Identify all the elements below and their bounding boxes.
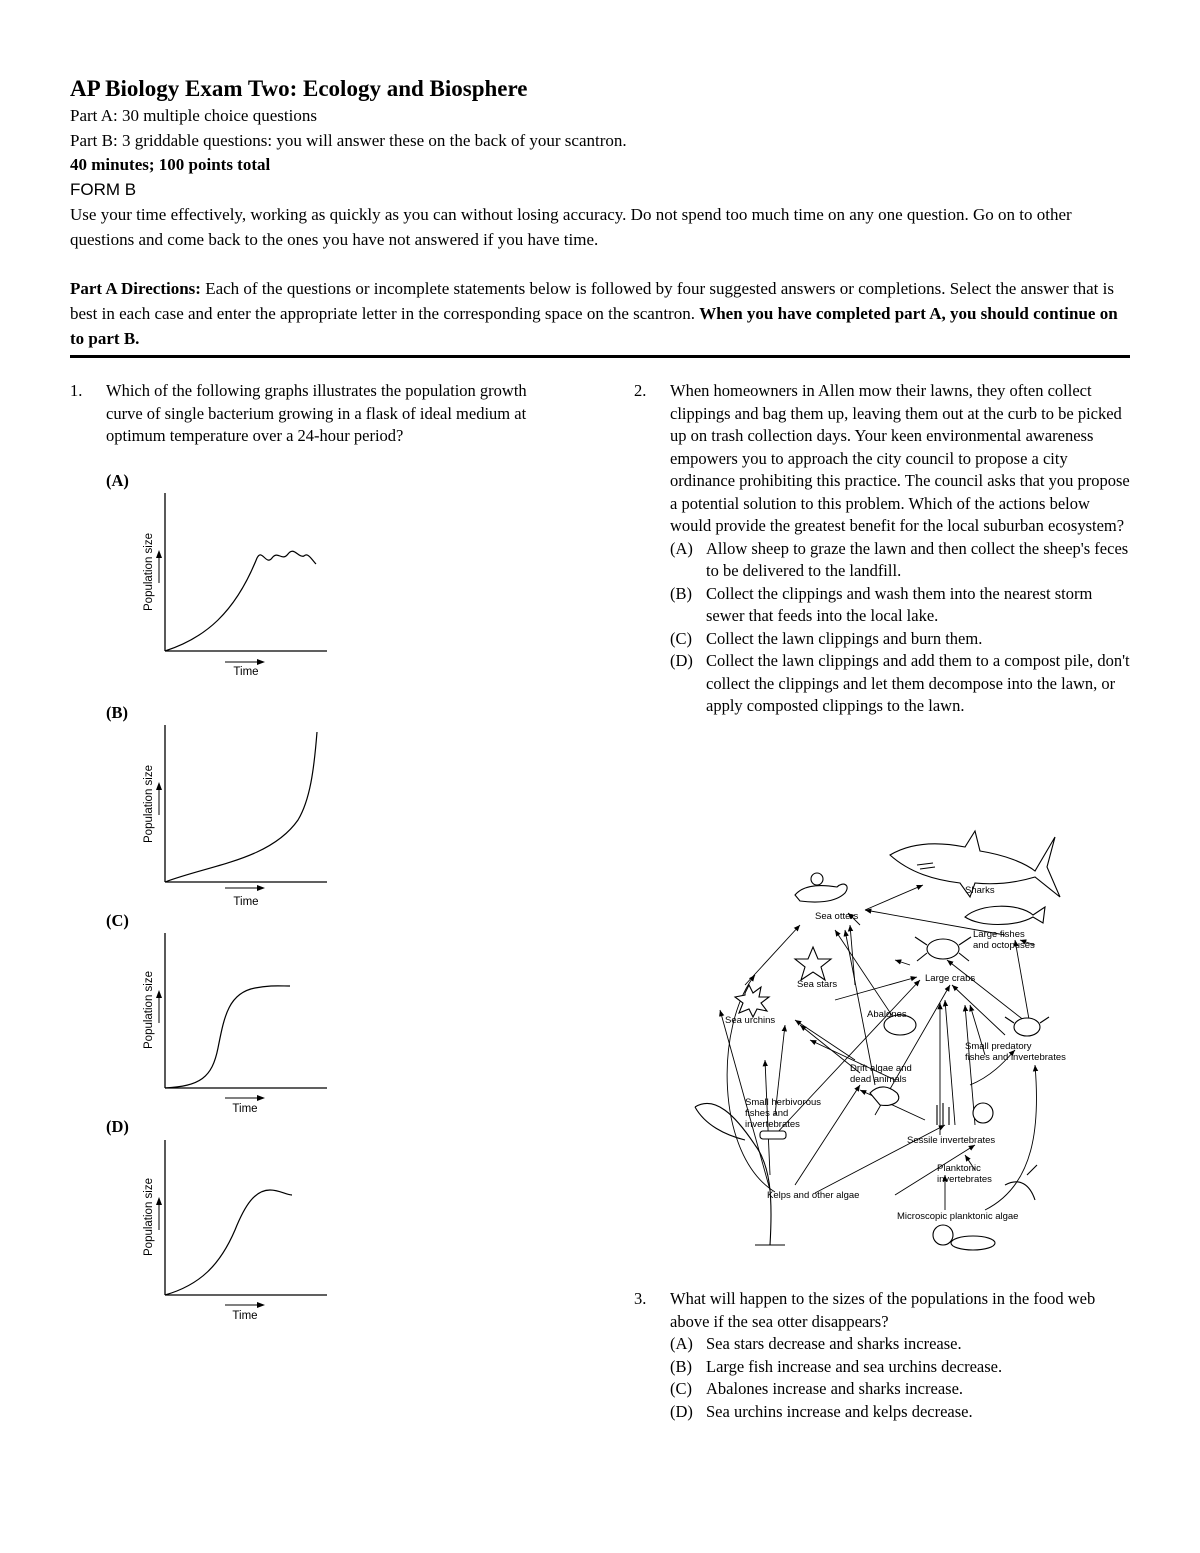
exam-title: AP Biology Exam Two: Ecology and Biosphere	[70, 76, 528, 101]
question-text: What will happen to the sizes of the populations in the food web above if the sea otter disappears?	[670, 1289, 1096, 1331]
y-axis-label: Population size	[143, 1178, 155, 1256]
part-a-info: Part A: 30 multiple choice questions	[70, 106, 317, 125]
graph-d-label: (D)	[106, 1117, 129, 1136]
part-b-info: Part B: 3 griddable questions: you will answer these on the back of your scantron.	[70, 130, 627, 150]
graph-b	[130, 720, 340, 910]
graph-a	[130, 488, 340, 683]
question-number: 2.	[634, 381, 647, 400]
question-1	[70, 380, 550, 448]
graph-c-label: (C)	[106, 911, 129, 930]
label-abalones: Abalones	[867, 1009, 907, 1020]
y-axis-label: Population size	[143, 971, 155, 1049]
choice-d: (D) Collect the lawn clippings and add them to a compost pile, don't collect the clippings and let them decompose into the lawn, or apply composted clippings to the lawn.	[670, 651, 1130, 715]
question-text: When homeowners in Allen mow their lawns, they often collect clippings and bag them up, leaving them out at the curb to be picked up on trash collection days. Your keen environmental awareness empowers you to approach the city council to propose a city ordinance prohibiting this practice. The council asks that you propose a potential solution to this problem. Which of the actions below would provide the greatest benefit for the local suburban ecosystem?	[670, 381, 1130, 535]
y-axis-label: Population size	[143, 533, 155, 611]
question-2	[634, 380, 1134, 718]
choice-a: (A) Sea stars decrease and sharks increase.	[670, 1334, 962, 1353]
large-crab-icon	[915, 937, 971, 961]
y-axis-label: Population size	[143, 765, 155, 843]
sea-urchin-icon	[735, 985, 769, 1017]
choice-c: (C) Collect the lawn clippings and burn them.	[670, 628, 983, 648]
food-web-labels	[725, 885, 1066, 1222]
question-number: 1.	[70, 381, 83, 400]
label-large-fishes: Large fishes and octopuses	[973, 929, 1035, 951]
label-sharks: Sharks	[965, 885, 995, 896]
planktonic-invert-icon	[1005, 1165, 1037, 1200]
small-predatory-crab-icon	[1005, 1017, 1049, 1036]
sea-otter-icon	[795, 873, 847, 902]
question-text: Which of the following graphs illustrates the population growth curve of single bacterium growing in a flask of ideal medium at optimum temperature over a 24-hour period?	[106, 381, 527, 445]
label-planktonic-invert: Planktonic invertebrates	[937, 1163, 992, 1185]
sea-star-icon	[795, 947, 831, 980]
directions-label: Part A Directions:	[70, 278, 201, 298]
directions-text: Each of the questions or incomplete statements below is followed by four suggested answers or completions. Select the answer that is best in each case and enter the appropriate letter in the corresponding space on the scantron.	[70, 278, 1114, 323]
label-sea-stars: Sea stars	[797, 979, 838, 990]
sessile-invertebrates-icon	[937, 1103, 993, 1125]
x-axis-label: Time	[232, 1103, 258, 1115]
label-sea-urchins: Sea urchins	[725, 1015, 776, 1026]
label-small-predatory: Small predatory fishes and invertebrates	[965, 1041, 1066, 1063]
food-web-diagram	[675, 825, 1100, 1260]
label-drift-algae: Drift algae and dead animals	[850, 1063, 912, 1085]
graph-b-label: (B)	[106, 703, 128, 722]
question-3	[634, 1288, 1134, 1423]
large-fish-icon	[965, 906, 1045, 924]
graph-c	[130, 928, 340, 1118]
choice-a: (A) Allow sheep to graze the lawn and then collect the sheep's feces to be delivered to the landfill.	[670, 538, 1129, 580]
form-label: FORM B	[70, 179, 137, 199]
x-axis-label: Time	[232, 1310, 258, 1322]
part-a-directions	[70, 276, 1130, 351]
drift-algae-icon	[870, 1087, 899, 1105]
choice-b: (B) Large fish increase and sea urchins decrease.	[670, 1356, 1003, 1376]
choice-d: (D) Sea urchins increase and kelps decrease.	[670, 1401, 973, 1421]
label-large-crabs: Large crabs	[925, 973, 976, 984]
question-number: 3.	[634, 1289, 647, 1308]
label-kelps: Kelps and other algae	[767, 1190, 860, 1201]
x-axis-label: Time	[233, 666, 259, 678]
label-small-herbivorous: Small herbivorous fishes and invertebrates	[745, 1097, 822, 1130]
plankton-algae-icon	[933, 1225, 995, 1250]
choice-b: (B) Collect the clippings and wash them into the nearest storm sewer that feeds into the local lake.	[670, 583, 1093, 625]
time-points: 40 minutes; 100 points total	[70, 155, 271, 174]
graph-d	[130, 1135, 340, 1325]
header-rule	[70, 355, 1130, 358]
exam-header	[70, 74, 1130, 358]
instructions: Use your time effectively, working as quickly as you can without losing accuracy. Do not spend too much time on any one question. Go on to other questions and come back to the ones you have not answered if you have time.	[70, 204, 1072, 249]
label-sessile: Sessile invertebrates	[907, 1135, 996, 1146]
label-sea-otters: Sea otters	[815, 911, 859, 922]
x-axis-label: Time	[233, 896, 259, 908]
herbivore-isopod-icon	[760, 1131, 786, 1139]
directions-bold: When you have completed part A, you should continue on to part B.	[70, 303, 1118, 348]
label-microscopic: Microscopic planktonic algae	[897, 1211, 1019, 1222]
choice-c: (C) Abalones increase and sharks increase.	[670, 1379, 964, 1398]
graph-a-label: (A)	[106, 471, 129, 490]
